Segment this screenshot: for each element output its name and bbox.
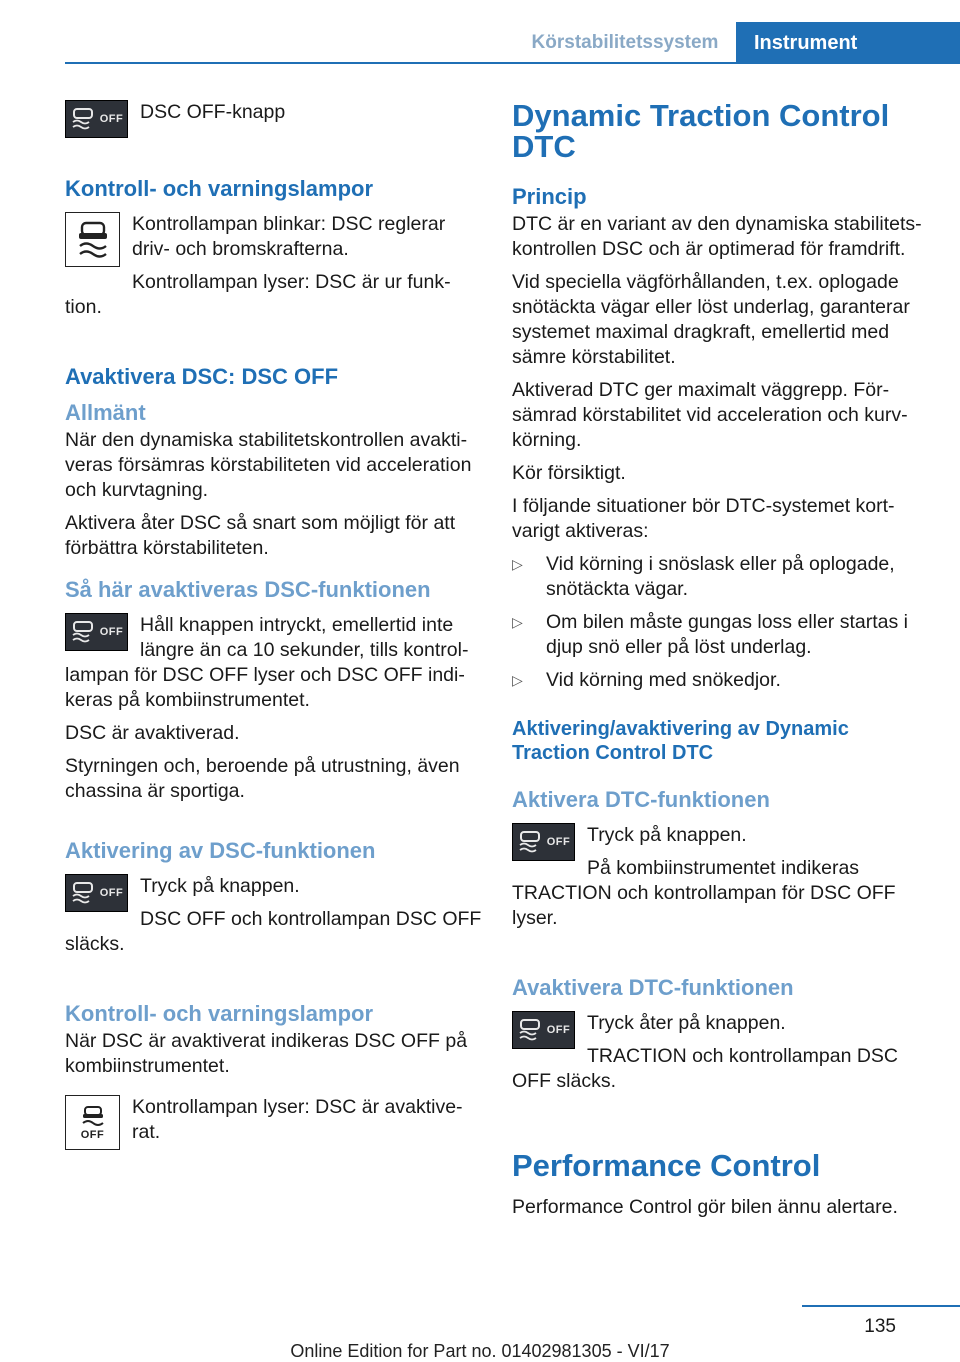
bullet-triangle-icon: ▷: [512, 556, 523, 572]
aktivering-dsc-text-2: DSC OFF och kontrollampan DSC OFF släcks.: [65, 908, 482, 955]
allmant-text-1: När den dynamiska stabilitetskontrollen avakti-veras försämras körstabiliteten vid acceleration och kurvtagning.: [65, 429, 472, 501]
dsc-warning-lamp-icon: [65, 212, 120, 267]
heading-dtc: Dynamic Traction Control DTC: [512, 98, 890, 164]
dsc-off-button-icon: OFF: [512, 823, 575, 861]
avaktivera-dtc-text-1: Tryck åter på knappen.: [587, 1012, 786, 1034]
header-chapter-tab: Instrument: [736, 22, 960, 62]
dsc-off-button-block: [65, 100, 483, 142]
kontroll-1-text-2: Kontrollampan lyser: DSC är ur funk-tion.: [65, 271, 451, 318]
footer-edition: Online Edition for Part no. 01402981305 - VI/17: [290, 1341, 670, 1361]
heading-performance-control: Performance Control: [512, 1148, 821, 1183]
dsc-off-button-icon: OFF: [65, 100, 128, 138]
kontroll-2-text-1: När DSC är avaktiverat indikeras DSC OFF på kombiinstrumentet.: [65, 1030, 468, 1077]
performance-text: Performance Control gör bilen ännu alertare.: [512, 1196, 898, 1218]
dsc-off-lamp-icon: OFF: [65, 1095, 120, 1150]
bullet-triangle-icon: ▷: [512, 672, 523, 688]
dsc-off-button-label: DSC OFF-knapp: [140, 101, 286, 123]
aktivera-dtc-block: [512, 823, 932, 939]
list-item: ▷ Vid körning i snöslask eller på oplogade, snötäckta vägar.: [512, 553, 895, 600]
princip-text-2: Vid speciella vägförhållanden, t.ex. oplogade snötäckta vägar eller löst underlag, garanterar systemet maximal dragkraft, emellertid med sämre körstabilitet.: [512, 271, 910, 368]
sa-har-text-1: Håll knappen intryckt, emellertid inte längre än ca 10 sekunder, tills kontrol-lampan för DSC OFF lyser och DSC OFF indi-keras på kombiinstrumentet.: [65, 614, 469, 711]
heading-aktivering-dsc: Aktivering av DSC-funktionen: [65, 838, 376, 863]
princip-text-4: Kör försiktigt.: [512, 462, 626, 484]
princip-text-1: DTC är en variant av den dynamiska stabilitets-kontrollen DSC och är optimerad för framdrift.: [512, 213, 922, 260]
footer-rule: [802, 1305, 960, 1307]
list-item: ▷ Om bilen måste gungas loss eller startas i djup snö eller på löst underlag.: [512, 611, 908, 658]
right-column: [512, 100, 932, 1228]
aktivera-dtc-text-1: Tryck på knappen.: [587, 824, 747, 846]
heading-princip: Princip: [512, 184, 587, 209]
heading-aktivering-avaktivering: Aktivering/avaktivering av Dynamic Traction Control DTC: [512, 718, 849, 764]
aktivering-dsc-block: [65, 874, 483, 965]
heading-kontroll-1: Kontroll- och varningslampor: [65, 176, 374, 201]
heading-kontroll-2: Kontroll- och varningslampor: [65, 1001, 374, 1026]
kontroll-2-text-2: Kontrollampan lyser: DSC är avaktive-rat.: [132, 1096, 463, 1143]
aktivering-dsc-text-1: Tryck på knappen.: [140, 875, 300, 897]
left-column: [65, 100, 483, 1154]
page-number: 135: [864, 1316, 896, 1337]
list-item: ▷ Vid körning med snökedjor.: [512, 669, 781, 691]
dsc-off-button-icon: OFF: [512, 1011, 575, 1049]
heading-avaktivera-dsc: Avaktivera DSC: DSC OFF: [65, 364, 339, 389]
heading-sa-har: Så här avaktiveras DSC-funktionen: [65, 577, 431, 602]
kontroll-1-block: [65, 212, 483, 328]
allmant-text-2: Aktivera åter DSC så snart som möjligt för att förbättra körstabiliteten.: [65, 512, 456, 559]
header-rule: [65, 62, 960, 64]
princip-text-5: I följande situationer bör DTC-systemet kort-varigt aktiveras:: [512, 495, 895, 542]
sa-har-text-2: DSC är avaktiverad.: [65, 722, 240, 744]
dsc-off-button-icon: OFF: [65, 874, 128, 912]
dsc-off-button-icon: OFF: [65, 613, 128, 651]
kontroll-2-block: [65, 1095, 483, 1154]
avaktivera-dtc-block: [512, 1011, 932, 1102]
aktivera-dtc-text-2: På kombiinstrumentet indikeras TRACTION och kontrollampan för DSC OFF lyser.: [512, 857, 896, 929]
header-section-title: Körstabilitetssystem: [531, 32, 719, 53]
bullet-triangle-icon: ▷: [512, 614, 523, 630]
heading-allmant: Allmänt: [65, 400, 146, 425]
princip-text-3: Aktiverad DTC ger maximalt väggrepp. För-sämrad körstabilitet vid acceleration och kurv-körning.: [512, 379, 908, 451]
situation-list: [512, 552, 932, 693]
heading-aktivera-dtc: Aktivera DTC-funktionen: [512, 787, 770, 812]
heading-avaktivera-dtc: Avaktivera DTC-funktionen: [512, 975, 794, 1000]
sa-har-text-3: Styrningen och, beroende på utrustning, även chassina är sportiga.: [65, 755, 460, 802]
kontroll-1-text-1: Kontrollampan blinkar: DSC reglerar driv- och bromskrafterna.: [132, 213, 446, 260]
sa-har-block: [65, 613, 483, 721]
avaktivera-dtc-text-2: TRACTION och kontrollampan DSC OFF släcks.: [512, 1045, 899, 1092]
